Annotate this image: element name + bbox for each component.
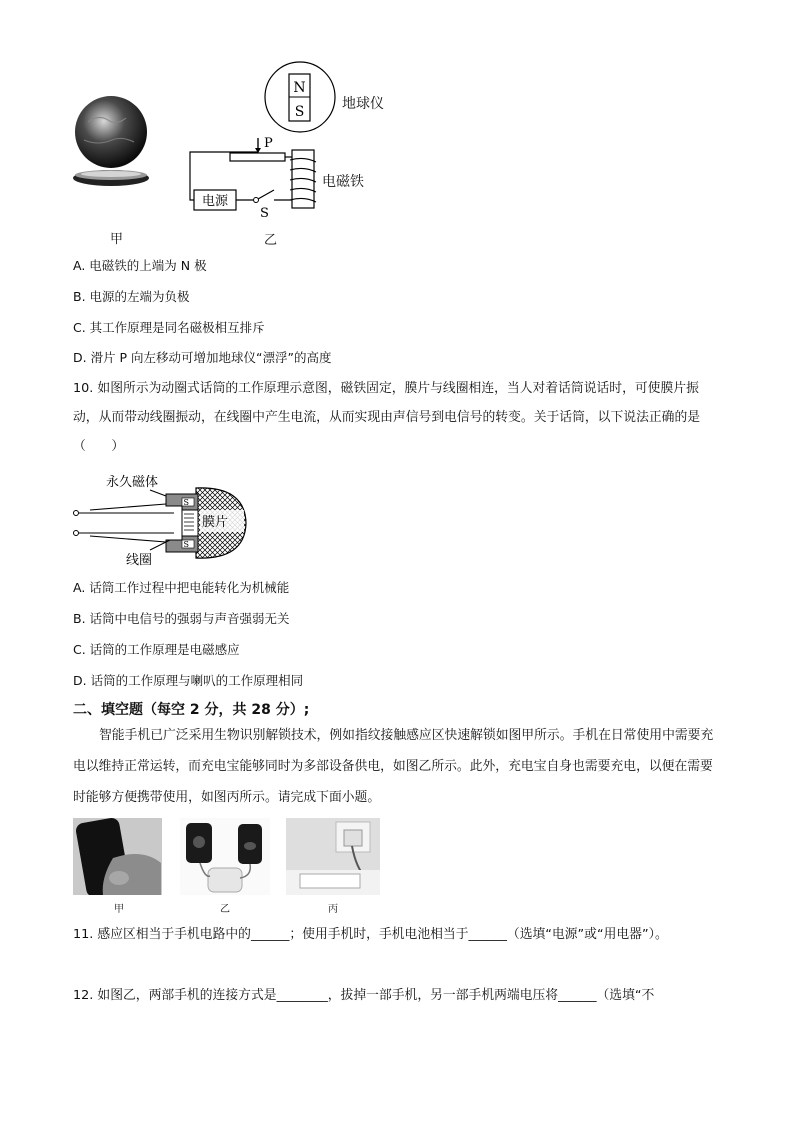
caption-jia: 甲 <box>110 232 124 247</box>
levitating-globe-image <box>70 92 154 192</box>
slider-p-label: P <box>264 136 273 151</box>
fig9-photo-globe <box>70 92 154 192</box>
photo-yi <box>180 818 270 895</box>
q10-option-d: D. 话筒的工作原理与喇叭的工作原理相同 <box>73 673 304 688</box>
question-11: 11. 感应区相当于手机电路中的______；使用手机时，手机电池相当于______（选填“电源”或“用电器”）。 <box>73 927 668 942</box>
photo-caption-bing: 丙 <box>328 904 338 915</box>
q9-option-b: B. 电源的左端为负极 <box>73 289 190 304</box>
microphone-diagram <box>70 470 260 566</box>
q9-option-a: A. 电磁铁的上端为 N 极 <box>73 258 207 273</box>
q10-option-b: B. 话筒中电信号的强弱与声音强弱无关 <box>73 611 290 626</box>
photo-caption-jia: 甲 <box>114 904 124 915</box>
q10-option-a: A. 话筒工作过程中把电能转化为机械能 <box>73 580 290 595</box>
section-passage: 智能手机已广泛采用生物识别解锁技术，例如指纹接触感应区快速解锁如图甲所示。手机在日常使用中需要充电以维持正常运转，而充电宝能够同时为多部设备供电，如图乙所示。此外，充电宝自身也需要充电，以便在需要时能够方便携带使用，如图丙所示。请完成下面小题。 <box>73 728 714 805</box>
magnet-s-label: S <box>294 104 305 120</box>
q9-option-d: D. 滑片 P 向左移动可增加地球仪“漂浮”的高度 <box>73 350 332 365</box>
coil-label: 线圈 <box>126 553 153 566</box>
photo-caption-yi: 乙 <box>220 904 230 915</box>
section-heading: 二、填空题（每空 2 分，共 28 分）; <box>73 702 310 718</box>
q9-option-c: C. 其工作原理是同名磁极相互排斥 <box>73 320 265 335</box>
globe-label: 地球仪 <box>342 96 384 112</box>
film-label: 膜片 <box>202 515 229 530</box>
magnet-s-bottom: S <box>183 540 189 549</box>
permanent-magnet-label: 永久磁体 <box>106 475 159 490</box>
q10-stem: 10. 如图所示为动圈式话筒的工作原理示意图，磁铁固定，膜片与线圈相连，当人对着话筒说话时，可使膜片振动，从而带动线圈振动，在线圈中产生电流，从而实现由声信号到电信号的转变。关于话筒，以下说法正确的是（ ） <box>73 381 701 454</box>
magnet-n-label: N <box>293 80 306 96</box>
caption-yi: 乙 <box>264 233 278 248</box>
switch-blade <box>258 190 274 199</box>
rheostat <box>230 153 285 161</box>
fig9-circuit-diagram <box>180 60 400 220</box>
question-12: 12. 如图乙，两部手机的连接方式是________，拔掉一部手机，另一部手机两端电压将______（选填“不 <box>73 988 655 1003</box>
photo-jia <box>73 818 162 895</box>
electromagnet-label: 电磁铁 <box>322 174 364 190</box>
q10-option-c: C. 话筒的工作原理是电磁感应 <box>73 642 240 657</box>
magnet-s-top: S <box>183 498 189 507</box>
power-source-label: 电源 <box>201 194 229 209</box>
photo-bing <box>286 818 380 895</box>
switch-s-label: S <box>260 206 269 220</box>
